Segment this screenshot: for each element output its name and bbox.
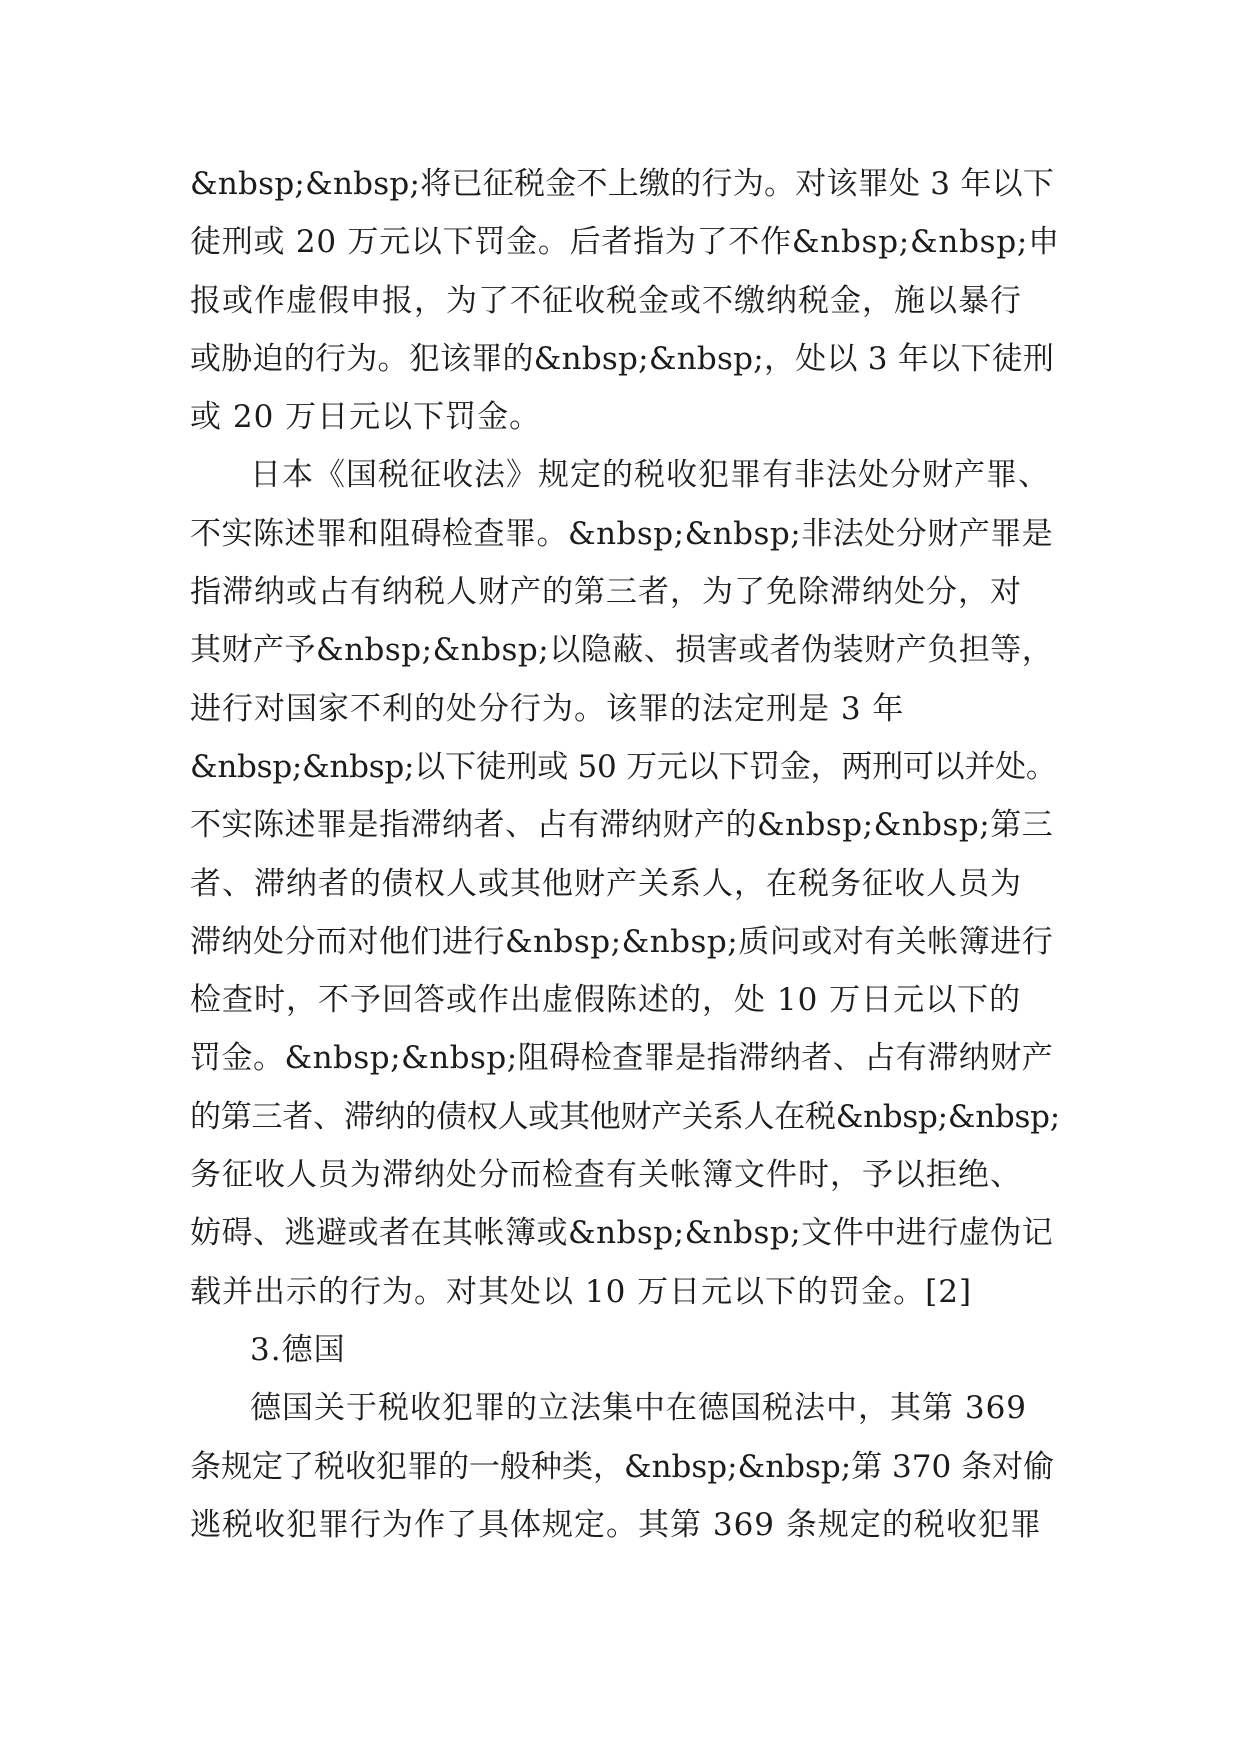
text-line: 罚金。&nbsp;&nbsp;阻碍检查罪是指滞纳者、占有滞纳财产 — [190, 1040, 1054, 1077]
text-line: 不实陈述罪和阻碍检查罪。&nbsp;&nbsp;非法处分财产罪是 — [190, 515, 1054, 552]
text-line: &nbsp;&nbsp;将已征税金不上缴的行为。对该罪处 3 年以下 — [190, 166, 1055, 202]
text-line: 其财产予&nbsp;&nbsp;以隐蔽、损害或者伪装财产负担等， — [190, 632, 1054, 669]
text-line: 逃税收犯罪行为作了具体规定。其第 369 条规定的税收犯罪 — [190, 1506, 1042, 1543]
text-line: 日本《国税征收法》规定的税收犯罪有非法处分财产罪、 — [250, 457, 1050, 494]
text-line: 条规定了税收犯罪的一般种类，&nbsp;&nbsp;第 370 条对偷 — [190, 1448, 1055, 1485]
text-line: &nbsp;&nbsp;以下徒刑或 50 万元以下罚金，两刑可以并处。 — [190, 748, 1057, 785]
text-line: 徒刑或 20 万元以下罚金。后者指为了不作&nbsp;&nbsp;申 — [190, 224, 1060, 261]
text-line: 的第三者、滞纳的债权人或其他财产关系人在税&nbsp;&nbsp; — [190, 1098, 1060, 1135]
text-line: 妨碍、逃避或者在其帐簿或&nbsp;&nbsp;文件中进行虚伪记 — [190, 1215, 1054, 1252]
text-line: 检查时，不予回答或作出虚假陈述的，处 10 万日元以下的 — [190, 982, 1022, 1019]
body-text — [190, 155, 1060, 1554]
text-line: 进行对国家不利的处分行为。该罪的法定刑是 3 年 — [190, 690, 905, 727]
text-line: 或 20 万日元以下罚金。 — [190, 399, 542, 436]
text-line: 或胁迫的行为。犯该罪的&nbsp;&nbsp;，处以 3 年以下徒刑 — [190, 340, 1055, 377]
text-line: 者、滞纳者的债权人或其他财产关系人，在税务征收人员为 — [190, 865, 1022, 902]
text-line: 不实陈述罪是指滞纳者、占有滞纳财产的&nbsp;&nbsp;第三 — [190, 807, 1054, 844]
text-line: 滞纳处分而对他们进行&nbsp;&nbsp;质问或对有关帐簿进行 — [190, 923, 1054, 960]
text-line: 务征收人员为滞纳处分而检查有关帐簿文件时，予以拒绝、 — [190, 1157, 1022, 1194]
text-line: 德国关于税收犯罪的立法集中在德国税法中，其第 369 — [250, 1390, 1028, 1427]
text-line: 载并出示的行为。对其处以 10 万日元以下的罚金。[2] — [190, 1273, 973, 1310]
text-line: 指滞纳或占有纳税人财产的第三者，为了免除滞纳处分，对 — [190, 574, 1022, 611]
text-line: 报或作虚假申报，为了不征收税金或不缴纳税金，施以暴行 — [190, 282, 1022, 319]
text-line: 3.德国 — [250, 1331, 346, 1368]
